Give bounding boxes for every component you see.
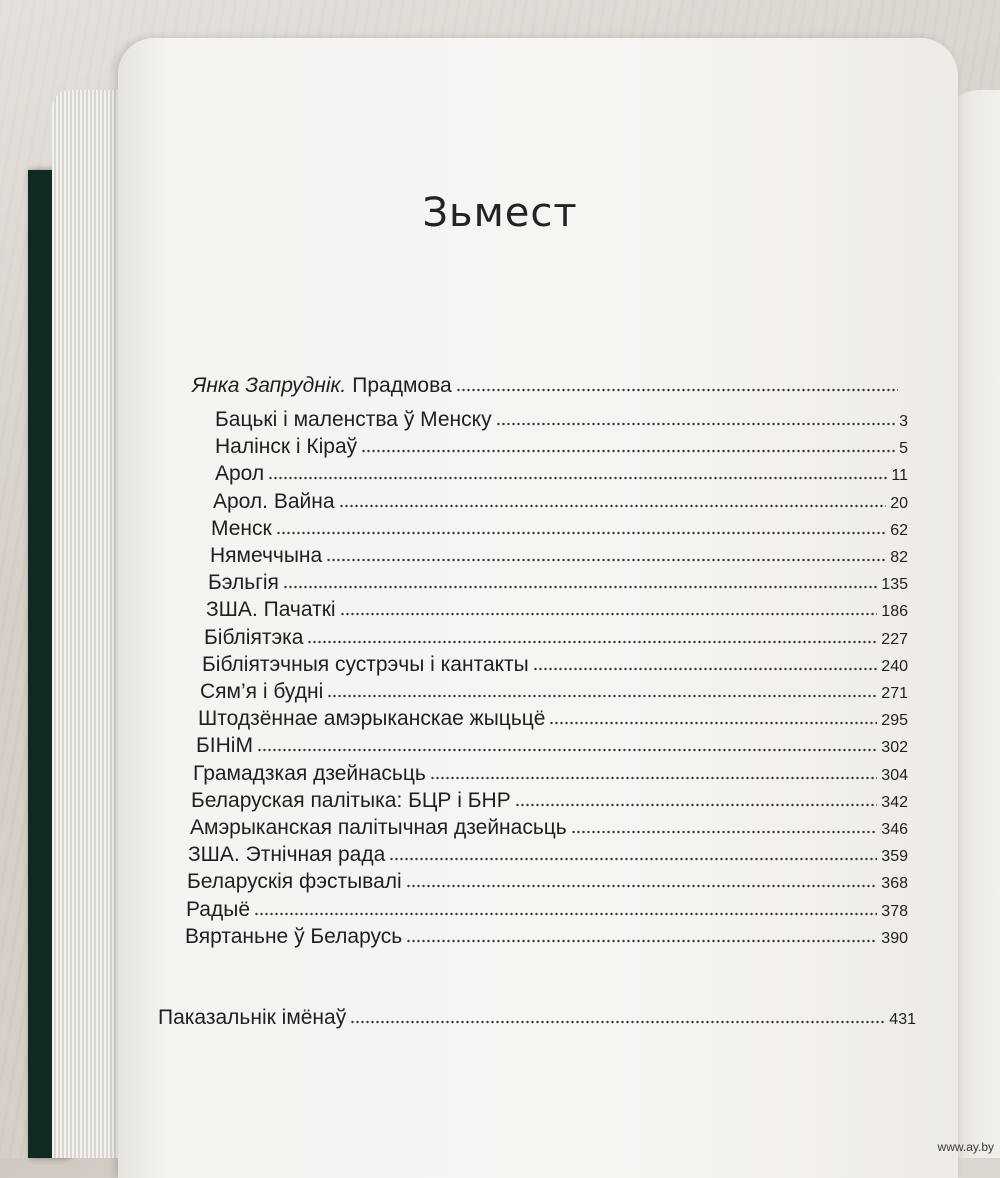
page-number: 342 <box>881 793 908 811</box>
dot-leader <box>533 667 878 671</box>
toc-entry-label: ЗША. Пачаткі <box>206 598 336 622</box>
toc-entry-index <box>158 1006 916 1030</box>
page-number: 3 <box>899 413 908 430</box>
toc-entry <box>185 925 908 949</box>
toc-entry <box>193 762 908 786</box>
toc-entry <box>215 435 908 459</box>
page-number: 295 <box>881 712 908 730</box>
page-number: 359 <box>881 848 908 866</box>
toc-entry <box>191 789 908 813</box>
toc-entry-label: Штодзённае амэрыканскае жыцьцё <box>198 707 546 731</box>
preface-title: Прадмова <box>352 374 452 397</box>
page-number: 135 <box>881 576 908 594</box>
dot-leader <box>406 884 878 888</box>
toc-entry <box>196 734 908 758</box>
toc-entry-label: Бацькі і маленства ў Менску <box>215 408 492 431</box>
toc-entry <box>210 544 908 568</box>
page-number: 62 <box>890 521 908 539</box>
dot-leader <box>350 1020 885 1024</box>
page-number: 390 <box>881 929 908 947</box>
toc-title: Зьмест <box>422 190 578 236</box>
dot-leader <box>283 585 877 589</box>
toc-entry <box>211 517 908 541</box>
page-number: 240 <box>881 657 908 675</box>
toc-entry-label: Беларускія фэстывалі <box>187 870 402 894</box>
dot-leader <box>326 558 886 562</box>
page-number: 346 <box>881 821 908 838</box>
dot-leader <box>254 912 877 916</box>
toc-entry <box>188 843 908 867</box>
page-number: 431 <box>889 1011 916 1028</box>
page-number: 227 <box>881 630 908 648</box>
dot-leader <box>389 857 877 861</box>
dot-leader <box>276 531 887 535</box>
toc-entry <box>202 653 908 677</box>
dot-leader <box>549 721 877 725</box>
page-number: 368 <box>881 875 908 893</box>
toc-entry-label: Бібліятэчныя сустрэчы і кантакты <box>202 652 529 676</box>
toc-entry-label: Беларуская палітыка: БЦР і БНР <box>191 788 511 812</box>
dot-leader <box>496 422 896 426</box>
toc-entry-label: Сям’я і будні <box>200 680 324 703</box>
toc-entry <box>186 898 908 922</box>
dot-leader <box>406 939 877 943</box>
dot-leader <box>257 748 877 752</box>
dot-leader <box>340 612 878 616</box>
dot-leader <box>327 694 877 698</box>
dot-leader <box>456 388 898 392</box>
toc-entry <box>215 462 908 486</box>
toc-entry-label: Менск <box>211 516 272 540</box>
toc-entry <box>204 626 908 650</box>
toc-entry-label: Бэльгія <box>208 571 279 595</box>
page-number: 304 <box>881 766 908 784</box>
dot-leader <box>268 476 887 480</box>
toc-entry-label: Бібліятэка <box>204 625 304 649</box>
toc-entry <box>215 408 908 432</box>
dot-leader <box>339 504 887 508</box>
toc-entry <box>190 816 908 840</box>
page-number: 5 <box>899 440 908 458</box>
index-label: Паказальнік імёнаў <box>158 1006 347 1029</box>
dot-leader <box>515 803 878 807</box>
toc-entry <box>200 680 908 704</box>
dot-leader <box>430 776 877 780</box>
toc-entry <box>187 870 908 894</box>
toc-entry-label: Вяртаньне ў Беларусь <box>185 924 403 948</box>
dot-leader <box>361 449 895 453</box>
dot-leader <box>571 830 878 834</box>
toc-entry <box>198 707 908 731</box>
page-number: 20 <box>890 494 908 512</box>
toc-entry <box>208 571 908 595</box>
toc-entry-preface <box>192 374 902 398</box>
toc-entry-label: Налінск і Кіраў <box>215 435 358 459</box>
page-number: 378 <box>881 902 908 920</box>
preface-author: Янка Запруднік. <box>192 374 347 397</box>
page-number: 302 <box>881 739 908 757</box>
toc-entry-label: Арол <box>215 462 265 486</box>
toc-entry-label: ЗША. Этнічная рада <box>188 843 386 867</box>
toc-entry-label: Амэрыканская палітычная дзейнасьць <box>190 816 567 839</box>
dot-leader <box>307 640 877 644</box>
toc-entry-label: Грамадзкая дзейнасьць <box>193 761 426 785</box>
page-number: 11 <box>891 467 908 485</box>
toc-entry <box>213 490 908 514</box>
toc-entry-label: Радыё <box>186 897 251 921</box>
toc-entry-label: БІНіМ <box>196 734 253 758</box>
toc-entry <box>206 598 908 622</box>
page-number: 186 <box>881 603 908 621</box>
page-number: 271 <box>881 685 908 702</box>
watermark: www.ay.by <box>937 1140 994 1154</box>
toc-entry-label: Нямеччына <box>210 544 323 567</box>
page-number: 82 <box>890 549 908 566</box>
toc-entry-label: Арол. Вайна <box>213 489 335 513</box>
